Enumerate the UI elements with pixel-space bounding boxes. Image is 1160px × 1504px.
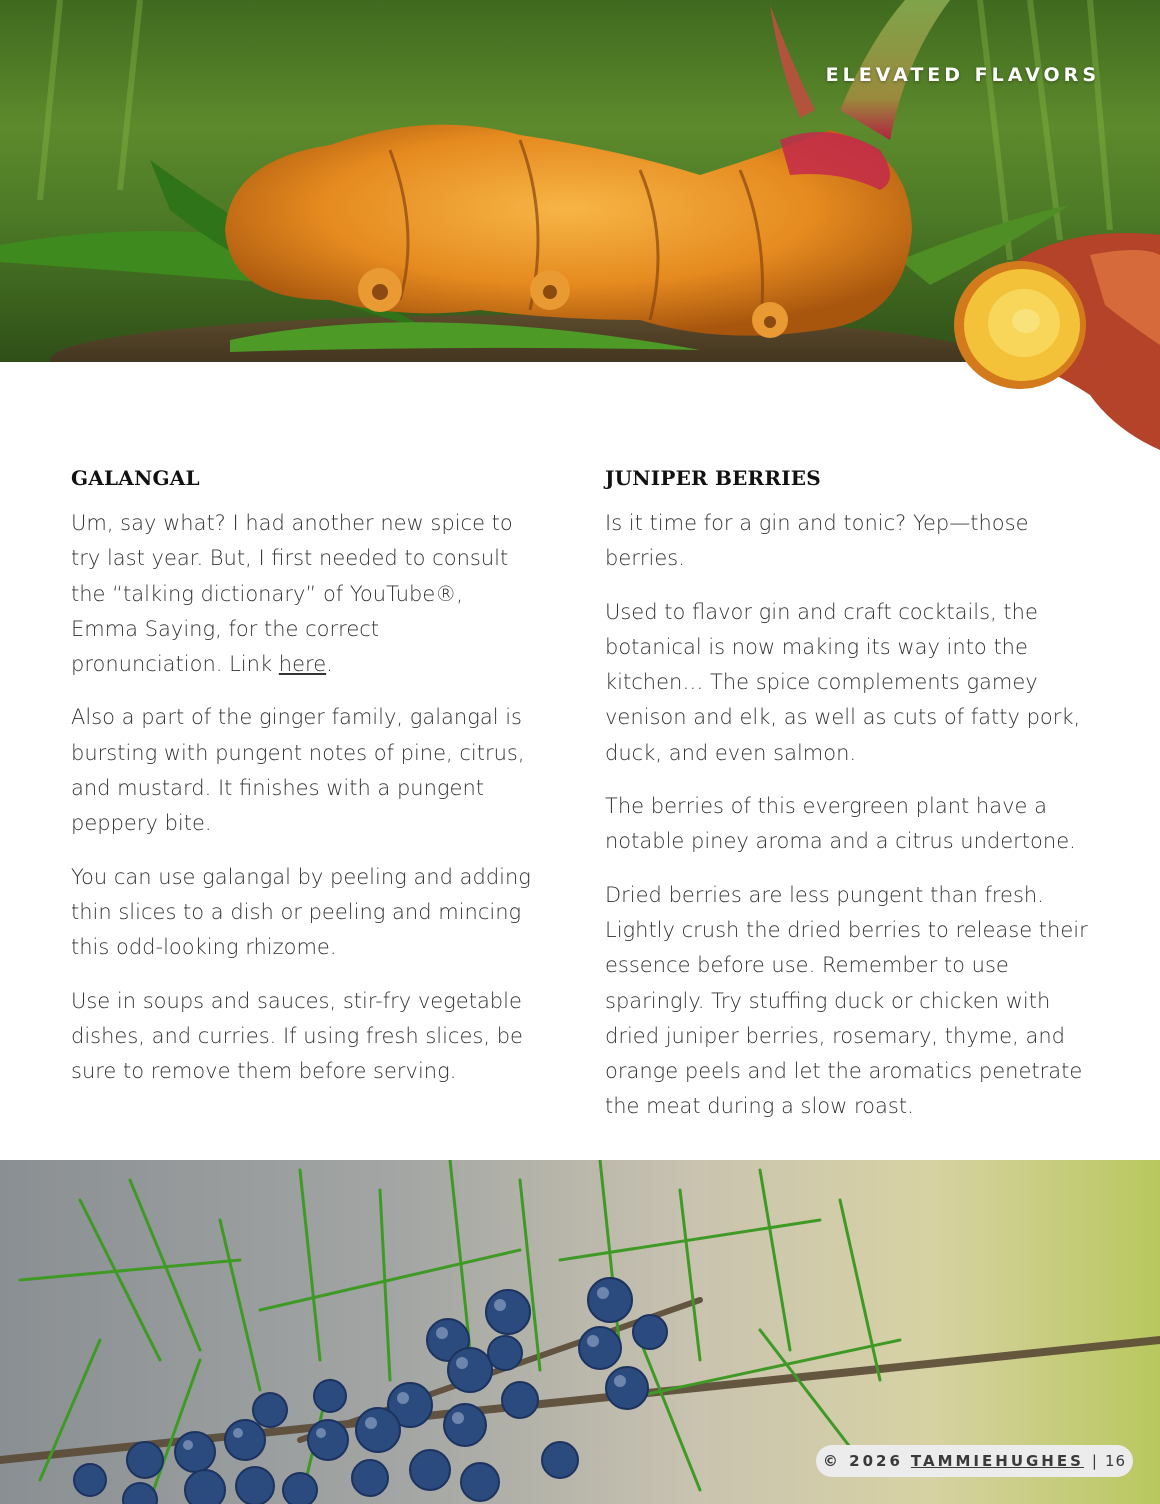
copyright-text: © 2026: [822, 1452, 903, 1470]
juniper-heading: JUNIPER BERRIES: [605, 466, 821, 490]
juniper-paragraph-2: Used to flavor gin and craft cocktails, the botanical is now making its way into the kitchen… The spice complements gamey venison and elk, as well as cuts of fatty pork, duck, and even salmon.: [605, 599, 1081, 765]
juniper-paragraph-4: Dried berries are less pungent than fresh. Lightly crush the dried berries to release their essence before use. Remember to use sparingly. Try stuffing duck or chicken with dried juniper berries, rosemary, thyme, and orange peels and let the aromatics penetrate the meat during a slow roast.: [605, 882, 1088, 1119]
juniper-article: [605, 466, 1095, 1143]
galangal-slice-image: [940, 225, 1160, 450]
galangal-paragraph-2: Also a part of the ginger family, galangal is bursting with pungent notes of pine, citrus, and mustard. It finishes with a pungent peppery bite.: [71, 705, 525, 836]
galangal-paragraph-1: [71, 506, 531, 682]
section-label: ELEVATED FLAVORS: [825, 64, 1100, 86]
juniper-paragraph-3: The berries of this evergreen plant have a notable piney aroma and a citrus undertone.: [605, 794, 1076, 854]
pronunciation-link[interactable]: here: [278, 652, 327, 677]
galangal-slice-illustration: [940, 225, 1160, 450]
galangal-paragraph-4: Use in soups and sauces, stir-fry vegetable dishes, and curries. If using fresh slices, be sure to remove them before serving.: [71, 988, 523, 1084]
galangal-paragraph-3: You can use galangal by peeling and adding thin slices to a dish or peeling and mincing this odd-looking rhizome.: [71, 864, 531, 960]
footer-credit: [816, 1445, 1133, 1477]
footer-separator: |: [1091, 1452, 1097, 1470]
author-link[interactable]: TAMMIEHUGHES: [910, 1452, 1084, 1470]
galangal-heading: GALANGAL: [71, 466, 200, 490]
page-number: 16: [1104, 1452, 1127, 1470]
galangal-p1-text: Um, say what? I had another new spice to try last year. But, I first needed to consult the “talking dictionary” of YouTube®, Emma Saying, for the correct pronunciation. Link: [71, 511, 513, 677]
galangal-p1-end: .: [326, 652, 333, 677]
galangal-article: [71, 466, 531, 1107]
juniper-paragraph-1: Is it time for a gin and tonic? Yep—those berries.: [605, 511, 1029, 571]
